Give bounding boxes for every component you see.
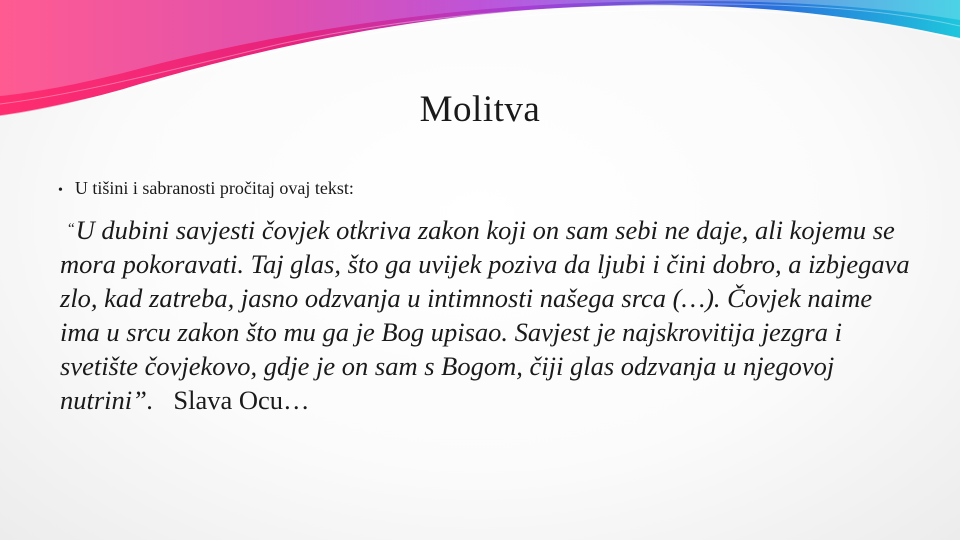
quote-open-mark: “	[68, 221, 75, 237]
closing-prayer: Slava Ocu…	[173, 385, 310, 415]
bullet-text: U tišini i sabranosti pročitaj ovaj tekst:	[74, 178, 354, 198]
bullet-item	[58, 178, 354, 199]
slide-title: Molitva	[419, 89, 541, 130]
quote-text: U dubini savjesti čovjek otkriva zakon koji on sam sebi ne daje, ali kojemu se mora pokoravati. Taj glas, što ga uvijek poziva da ljubi i čini dobro, a izbjegava zlo, kad zatreba, jasno odzvanja u intimnosti našega srca (…). Čovjek naime ima u srcu zakon što mu ga je Bog upisao. Savjest je najskrovitija jezgra i svetište čovjekovo, gdje je on sam s Bogom, čiji glas odzvanja u njegovoj nutrini”.	[60, 215, 910, 415]
bullet-dot-icon: •	[58, 183, 63, 198]
quote-paragraph	[60, 212, 910, 417]
